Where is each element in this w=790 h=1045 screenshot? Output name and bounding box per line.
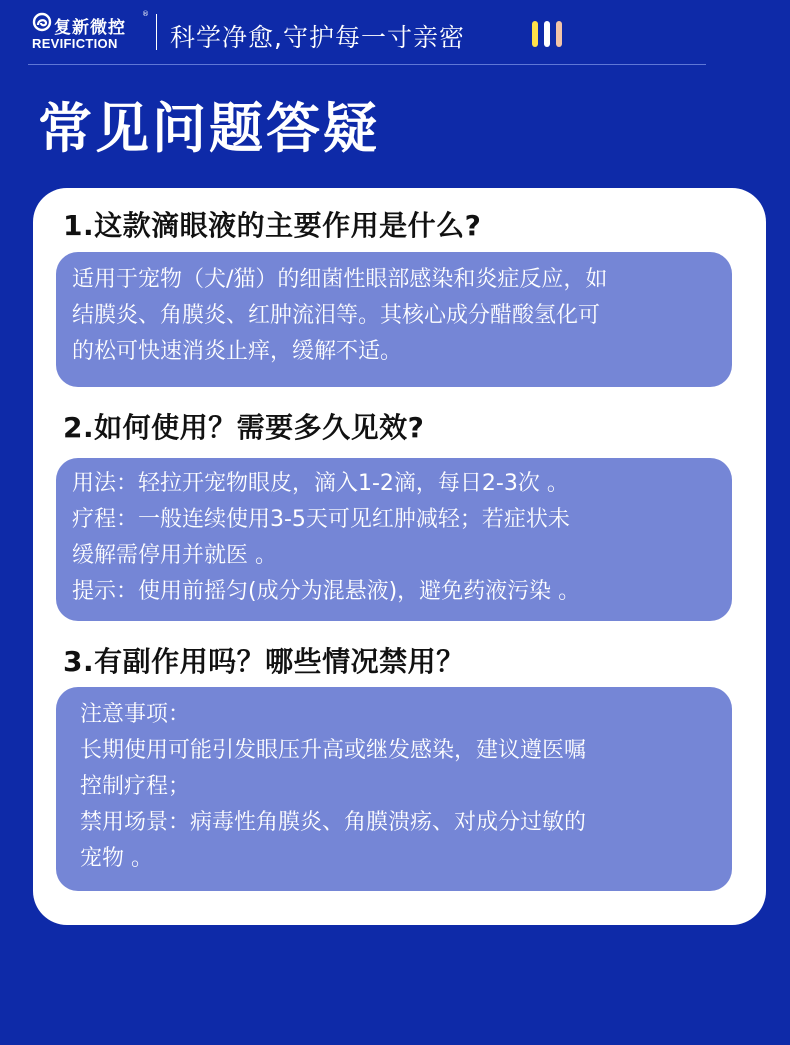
logo-mark-icon xyxy=(32,12,52,32)
faq-answer-3 xyxy=(56,687,732,891)
answer-line: 长期使用可能引发眼压升高或继发感染，建议遵医嘱 xyxy=(80,738,587,763)
decor-bar-yellow xyxy=(532,21,538,47)
faq-question-3: 3.有副作用吗？哪些情况禁用？ xyxy=(63,645,465,678)
answer-line: 缓解需停用并就医 。 xyxy=(72,543,277,568)
brand-logo xyxy=(32,12,150,52)
answer-line: 的松可快速消炎止痒，缓解不适。 xyxy=(72,339,403,364)
faq-answer-2 xyxy=(56,458,732,621)
faq-card xyxy=(33,188,766,925)
answer-line: 宠物 。 xyxy=(80,846,153,871)
decorative-bars xyxy=(532,21,572,47)
faq-question-2: 2.如何使用？需要多久见效? xyxy=(63,411,425,444)
logo-chinese-name: 复新微控 xyxy=(54,18,126,38)
answer-line: 用法：轻拉开宠物眼皮，滴入1-2滴，每日2-3次 。 xyxy=(72,471,569,496)
answer-line: 禁用场景：病毒性角膜炎、角膜溃疡、对成分过敏的 xyxy=(80,810,587,835)
registered-mark: ® xyxy=(142,10,149,18)
decor-bar-peach xyxy=(556,21,562,47)
answer-line: 控制疗程； xyxy=(80,774,191,799)
brand-slogan: 科学净愈,守护每一寸亲密 xyxy=(170,23,465,52)
logo-english-name: REVIFICTION xyxy=(32,36,118,51)
answer-line: 适用于宠物（犬/猫）的细菌性眼部感染和炎症反应，如 xyxy=(72,267,608,292)
answer-line: 疗程：一般连续使用3-5天可见红肿减轻；若症状未 xyxy=(72,507,570,532)
faq-answer-1 xyxy=(56,252,732,387)
answer-line: 结膜炎、角膜炎、红肿流泪等。其核心成分醋酸氢化可 xyxy=(72,303,601,328)
faq-question-1: 1.这款滴眼液的主要作用是什么? xyxy=(63,209,482,242)
header-underline xyxy=(28,64,706,65)
header xyxy=(0,0,790,66)
page-title: 常见问题答疑 xyxy=(38,97,380,160)
decor-bar-white xyxy=(544,21,550,47)
answer-line: 提示：使用前摇匀(成分为混悬液)，避免药液污染 。 xyxy=(72,579,581,604)
header-divider xyxy=(156,14,157,50)
answer-line: 注意事项： xyxy=(80,702,191,727)
